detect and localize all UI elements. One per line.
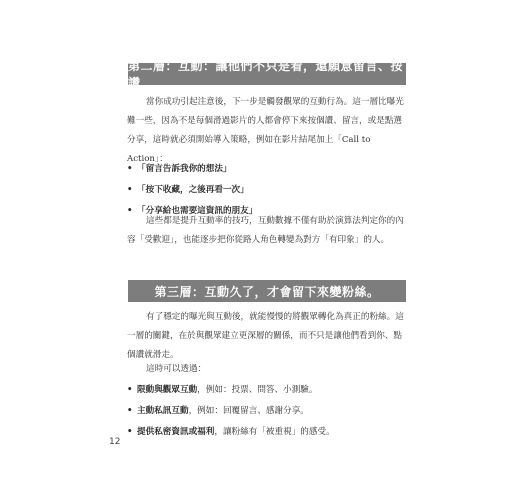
list-item-text: ，讓粉絲有「被重視」的感受。	[214, 427, 335, 437]
bullet-icon: •	[127, 406, 133, 416]
body-paragraph: 這時可以透過：	[146, 364, 207, 374]
list-item	[127, 401, 417, 422]
list-item-bold: 主動私訊互動	[137, 406, 189, 416]
bullet-icon: •	[127, 185, 133, 195]
section-heading-text: 第二層：互動：讓他們不只是看，還願意留言、按讚	[128, 59, 404, 90]
bullet-icon: •	[127, 206, 133, 216]
list-item	[127, 422, 417, 443]
body-paragraph: 當你成功引起注意後，下一步是觸發觀眾的互動行為。這一層比曝光難一些，因為不是每個滑過影片的人都會停下來按個讚、留言，或是點選分享，這時就必須開始導入策略，例如在影片結尾加上「Call to Action」：	[127, 97, 404, 164]
list-item-bold: 提供私密資訊或福利	[137, 427, 215, 437]
bullet-icon: •	[127, 385, 133, 395]
list-item	[127, 380, 417, 401]
body-paragraph: 這些都是提升互動率的技巧，互動數據不僅有助於演算法判定你的內容「受歡迎」，也能逐步把你從路人角色轉變為對方「有印象」的人。	[127, 216, 404, 245]
list-item-text: 「按下收藏，之後再看一次」	[137, 185, 249, 195]
section-heading-text: 第三層：互動久了，才會留下來變粉絲。	[154, 284, 380, 299]
list-item-text: ，例如：回覆留言、感謝分享。	[188, 406, 309, 416]
page-number: 12	[109, 437, 121, 447]
bullet-icon: •	[127, 164, 133, 174]
list-item	[127, 180, 417, 201]
list-item-text: 「留言告訴我你的想法」	[137, 164, 232, 174]
list-item-text: ，例如：投票、問答、小測驗。	[197, 385, 318, 395]
section-heading	[128, 280, 406, 302]
list-item	[127, 159, 417, 180]
body-paragraph: 有了穩定的曝光與互動後，就能慢慢的將觀眾轉化為真正的粉絲。這一層的關鍵，在於與觀眾建立更深層的關係，而不只是讓他們看到你、點個讚就滑走。	[127, 312, 404, 360]
fan-strategy-list	[127, 380, 417, 443]
list-item-bold: 限動與觀眾互動	[137, 385, 198, 395]
bullet-icon: •	[127, 427, 133, 437]
section-heading	[128, 59, 406, 90]
list-item-text: 「分享給也需要這資訊的朋友」	[137, 206, 258, 216]
